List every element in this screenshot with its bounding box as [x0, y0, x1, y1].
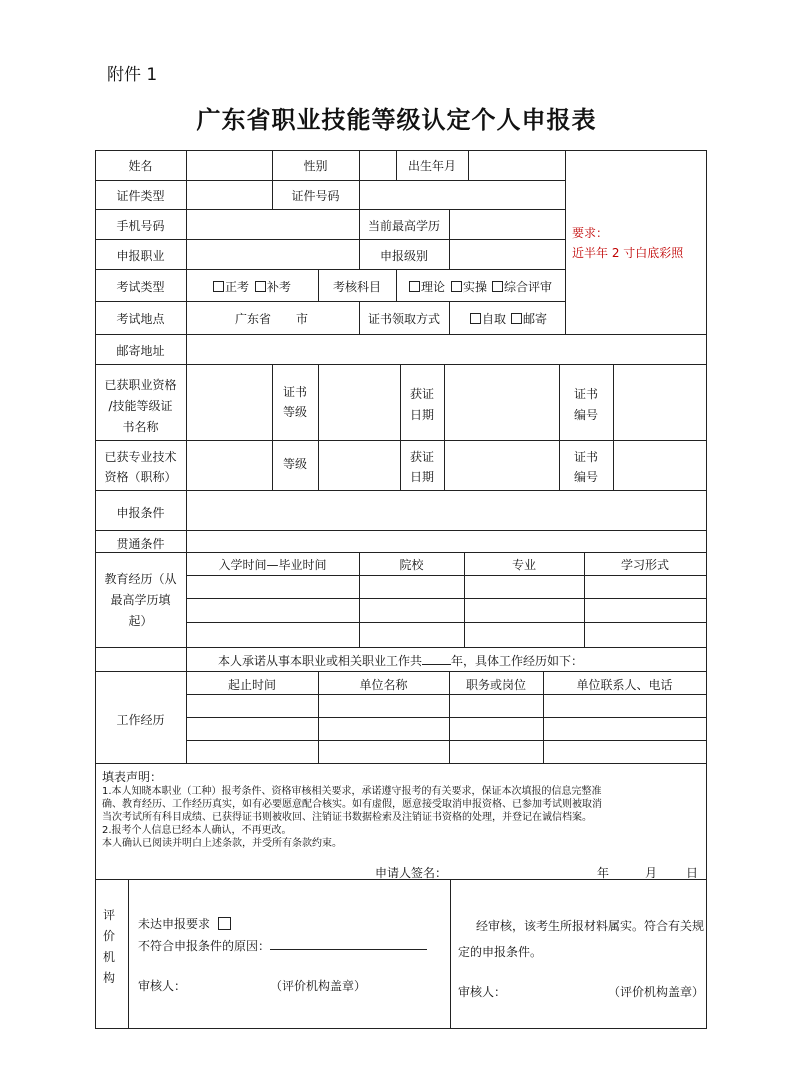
- label-level: 申报级别: [379, 249, 428, 263]
- field-occupation[interactable]: [186, 240, 359, 269]
- label-cert-no-b: 编号: [573, 408, 598, 422]
- field-address[interactable]: [186, 335, 706, 364]
- label-education: 当前最高学历: [367, 219, 440, 233]
- form-title: 广东省职业技能等级认定个人申报表: [196, 105, 597, 134]
- col-unit: 单位名称: [359, 678, 408, 692]
- option-self-pickup[interactable]: 自取: [470, 310, 506, 327]
- label-cert-obtained-3: 书名称: [122, 420, 159, 434]
- reviewer-label-left: 审核人：: [138, 979, 187, 993]
- field-level[interactable]: [449, 240, 565, 269]
- label-date-1: 日期: [409, 408, 434, 422]
- seal-label-left: （评价机构盖章）: [270, 979, 367, 993]
- signature-field[interactable]: [445, 861, 590, 877]
- label-grade: 等级: [282, 405, 307, 419]
- col-study-form: 学习形式: [620, 558, 669, 572]
- option-subj-practice[interactable]: 实操: [451, 278, 487, 295]
- label-id-number: 证件号码: [291, 189, 340, 203]
- province-label: 广东省: [235, 312, 272, 326]
- checkbox-icon: [213, 281, 224, 292]
- option-exam-makeup[interactable]: 补考: [255, 278, 291, 295]
- org-label-4: 构: [103, 971, 116, 985]
- col-contact: 单位联系人、电话: [576, 678, 673, 692]
- col-school: 院校: [399, 558, 424, 572]
- checkbox-icon: [409, 281, 420, 292]
- label-address: 邮寄地址: [116, 344, 165, 358]
- seal-label-right: （评价机构盖章）: [608, 985, 705, 999]
- label-cert-no-a: 证书: [573, 387, 598, 401]
- label-exam-type: 考试类型: [116, 280, 165, 294]
- day-label: 日: [686, 866, 699, 880]
- city-label: 市: [296, 312, 309, 326]
- label-work-history: 工作经历: [116, 713, 165, 727]
- label-id-type: 证件类型: [116, 189, 165, 203]
- declaration-title: 填表声明：: [102, 770, 163, 784]
- approved-text-1: 经审核，该考生所报材料属实。符合有关规: [476, 919, 705, 933]
- label-edu-history-3: 起）: [128, 614, 153, 628]
- declaration-line: 2.报考个人信息已经本人确认，不再更改。: [102, 825, 292, 836]
- org-label-3: 机: [103, 950, 116, 964]
- photo-requirement: 近半年 2 寸白底彩照: [572, 246, 684, 260]
- reason-row: 不符合申报条件的原因：: [138, 937, 427, 954]
- label-cert-no-2a: 证书: [573, 450, 598, 464]
- label-edu-history-1: 教育经历（从: [104, 572, 177, 586]
- label-cert-method: 证书领取方式: [367, 312, 440, 326]
- label-subjects: 考核科目: [332, 280, 381, 294]
- label-obtain-2: 获证: [409, 450, 434, 464]
- declaration-line: 1.本人知晓本职业（工种）报考条件、资格审核相关要求，承诺遵守报考的有关要求，保证本次填报的信息完整准: [102, 786, 602, 797]
- checkbox-icon: [255, 281, 266, 292]
- field-phone[interactable]: [186, 210, 359, 239]
- field-through[interactable]: [186, 531, 706, 552]
- label-cert-obtained-1: 已获职业资格: [104, 378, 177, 392]
- attachment-label: 附件 1: [107, 65, 158, 85]
- org-label-2: 价: [103, 929, 116, 943]
- reason-field[interactable]: [270, 937, 427, 950]
- label-cert-obtained-2: /技能等级证: [108, 399, 173, 413]
- label-grade-2: 等级: [282, 457, 307, 471]
- label-exam-location: 考试地点: [116, 312, 165, 326]
- photo-requirement-title: 要求：: [572, 226, 609, 240]
- month-label: 月: [645, 866, 658, 880]
- label-cert-no-2b: 编号: [573, 470, 598, 484]
- label-through: 贯通条件: [116, 537, 165, 551]
- col-edu-period: 入学时间—毕业时间: [218, 558, 327, 572]
- label-conditions: 申报条件: [116, 506, 165, 520]
- field-id-type[interactable]: [186, 181, 272, 209]
- field-gender[interactable]: [359, 151, 396, 180]
- checkbox-icon: [451, 281, 462, 292]
- label-prof-title-1: 已获专业技术: [104, 450, 177, 464]
- label-date-2: 日期: [409, 470, 434, 484]
- not-meet-option[interactable]: 未达申报要求: [138, 915, 231, 932]
- label-obtain-1: 获证: [409, 387, 434, 401]
- field-conditions[interactable]: [186, 491, 706, 530]
- checkbox-icon: [511, 313, 522, 324]
- option-exam-regular[interactable]: 正考: [213, 278, 249, 295]
- label-birth: 出生年月: [407, 159, 456, 173]
- col-position: 职务或岗位: [465, 678, 526, 692]
- declaration-line: 当次考试所有科目成绩、已获得证书则被收回、注销证书数据检索及注销证书资格的处理，并登记在诚信档案。: [102, 812, 592, 823]
- label-edu-history-2: 最高学历填: [110, 593, 171, 607]
- label-phone: 手机号码: [116, 219, 165, 233]
- label-gender: 性别: [303, 159, 328, 173]
- label-occupation: 申报职业: [116, 249, 165, 263]
- year-label: 年: [597, 866, 610, 880]
- option-subj-comprehensive[interactable]: 综合评审: [492, 278, 552, 295]
- label-cert: 证书: [282, 385, 307, 399]
- field-name[interactable]: [186, 151, 272, 180]
- checkbox-icon: [218, 917, 231, 930]
- col-work-period: 起止时间: [227, 678, 276, 692]
- years-field[interactable]: [422, 652, 451, 665]
- field-education[interactable]: [449, 210, 565, 239]
- declaration-line: 确、教育经历、工作经历真实，如有必要愿意配合核实。如有虚假，愿意接受取消申报资格、已参加考试则被取消: [102, 799, 602, 810]
- label-name: 姓名: [128, 159, 153, 173]
- checkbox-icon: [470, 313, 481, 324]
- label-prof-title-2: 资格（职称）: [104, 470, 177, 484]
- field-birth[interactable]: [468, 151, 565, 180]
- option-subj-theory[interactable]: 理论: [409, 278, 445, 295]
- approved-text-2: 定的申报条件。: [458, 945, 543, 959]
- work-pledge: 本人承诺从事本职业或相关职业工作共 年，具体工作经历如下：: [218, 654, 584, 668]
- option-mail[interactable]: 邮寄: [511, 310, 547, 327]
- declaration-line: 本人确认已阅读并明白上述条款，并受所有条款约束。: [102, 838, 342, 849]
- field-id-number[interactable]: [359, 181, 565, 209]
- col-major: 专业: [511, 558, 536, 572]
- signature-label: 申请人签名：: [375, 866, 448, 880]
- org-label-1: 评: [103, 908, 116, 922]
- reviewer-label-right: 审核人：: [458, 985, 507, 999]
- checkbox-icon: [492, 281, 503, 292]
